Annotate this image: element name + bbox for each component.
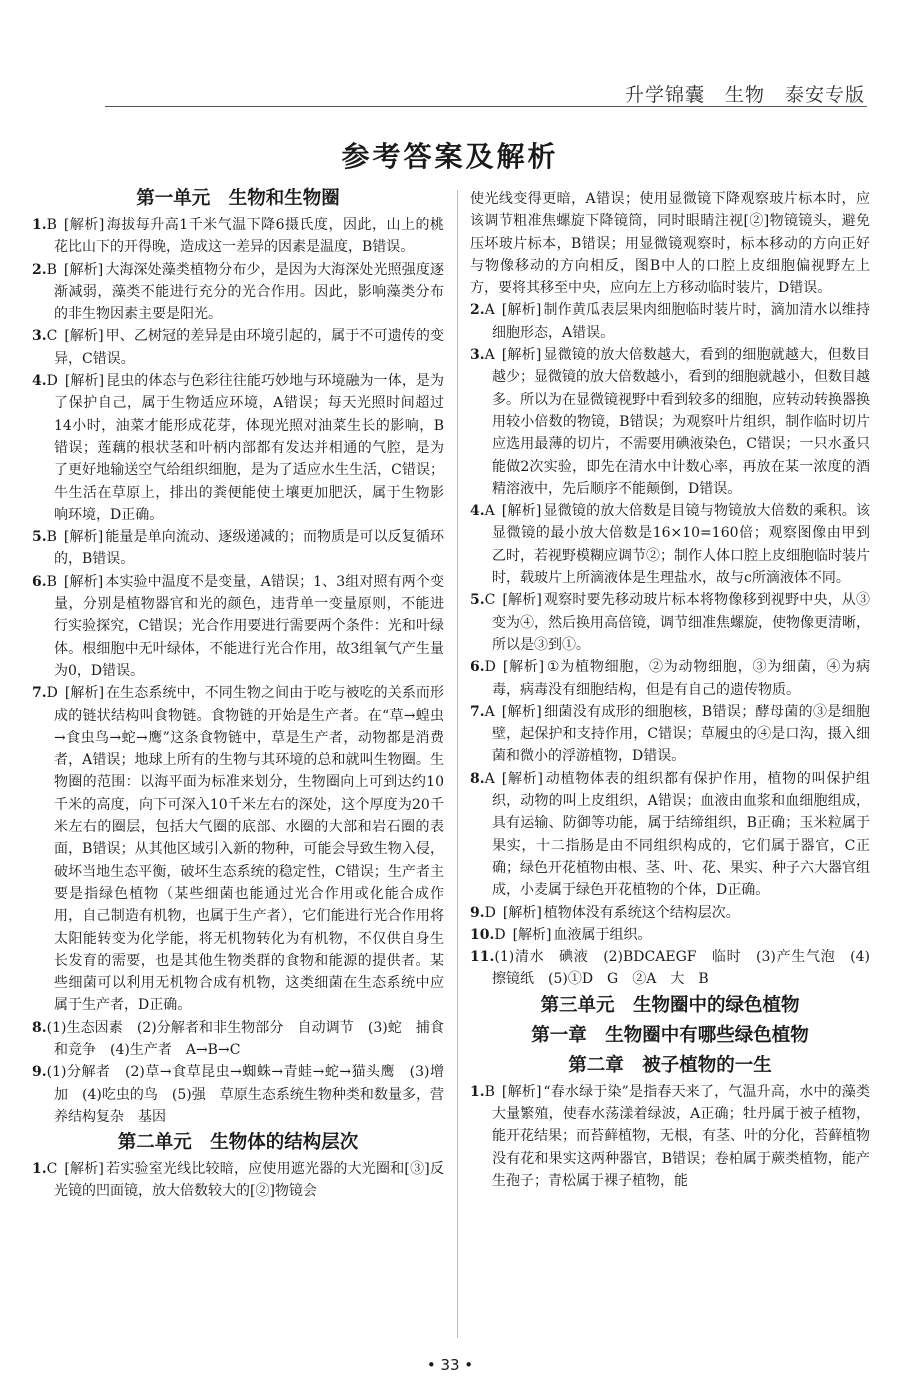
unit-title: 第一单元 生物和生物圈: [136, 188, 340, 209]
question-number: 11.: [470, 949, 495, 966]
answer-item: [32, 1061, 444, 1128]
answer-text: 观察时要先移动玻片标本将物像移到视野中央，从③变为④，然后换用高倍镜，调节细准焦螺旋，使物像更清晰，所以是③到①。: [492, 592, 870, 653]
answer-item: [470, 1081, 870, 1192]
question-number: 1.: [32, 1161, 47, 1178]
question-number: 2.: [32, 261, 47, 278]
answer-item: [32, 682, 444, 1016]
answer-choice: A: [484, 347, 495, 364]
analysis-tag: [解析]: [64, 328, 104, 345]
question-number: 2.: [470, 302, 485, 319]
answer-text: 能量是单向流动、逐级递减的；而物质是可以反复循环的，B错误。: [54, 529, 444, 568]
question-number: 7.: [32, 685, 47, 702]
answer-continuation: 使光线变得更暗，A错误；使用显微镜下降观察玻片标本时，应该调节粗准焦螺旋下降镜筒，同时眼睛注视[②]物镜镜头，避免压坏玻片标本，B错误；用显微镜观察时，标本移动的方向正好与物像移动的方向相反，图B中人的口腔上皮细胞偏视野左上方，要将其移至中央，应向左上方移动临时装片，D错误。: [470, 191, 870, 297]
page-title: 参考答案及解析: [341, 140, 559, 173]
answer-choice: A: [484, 503, 495, 520]
answer-item: [32, 214, 444, 259]
analysis-tag: [解析]: [64, 373, 105, 390]
answer-text: 本实验中温度不是变量，A错误；1、3组对照有两个变量，分别是植物器官和光的颜色，违背单一变量原则，不能进行实验探究，C错误；光合作用要进行需要两个条件：光和叶绿体。根细胞中无叶绿体，不能进行光合作用，故3组氧气产生量为0，D错误。: [54, 573, 444, 679]
question-number: 7.: [470, 703, 485, 720]
analysis-tag: [解析]: [502, 904, 542, 921]
answer-item: [470, 768, 870, 902]
question-number: 5.: [32, 529, 47, 546]
answer-item: [32, 1017, 444, 1062]
question-number: 6.: [32, 573, 47, 590]
answer-choice: B: [46, 573, 57, 590]
analysis-tag: [解析]: [63, 573, 104, 590]
analysis-tag: [解析]: [64, 685, 105, 702]
answer-item: [32, 259, 444, 326]
question-number: 4.: [32, 373, 47, 390]
question-number: 1.: [32, 217, 47, 233]
analysis-tag: [解析]: [501, 347, 542, 364]
answer-choice: B: [46, 217, 57, 233]
chapter-title: 第二章 被子植物的一生: [568, 1054, 772, 1076]
unit-title: 第二单元 生物体的结构层次: [117, 1132, 359, 1154]
analysis-tag: [解析]: [501, 503, 542, 520]
chapter-title: 第一章 生物圈中有哪些绿色植物: [531, 1024, 809, 1046]
answer-text: (1)分解者 (2)草→食草昆虫→蜘蛛→青蛙→蛇→猫头鹰 (3)增加 (4)吃虫的鸟 (5)强 草原生态系统生物种类和数量多，营养结构复杂 基因: [46, 1064, 444, 1125]
answer-text: 若实验室光线比较暗，应使用遮光器的大光圈和[③]反光镜的凹面镜，放大倍数较大的[②]物镜会: [54, 1161, 444, 1200]
analysis-tag: [解析]: [512, 926, 552, 943]
answer-item: [470, 299, 870, 344]
analysis-tag: [解析]: [501, 770, 543, 787]
answer-text: 血液属于组织。: [553, 926, 652, 943]
answer-choice: A: [484, 770, 495, 787]
answer-choice: C: [46, 328, 58, 345]
answer-choice: D: [484, 659, 496, 676]
question-number: 5.: [470, 592, 485, 609]
analysis-tag: [解析]: [63, 261, 104, 278]
page-number: • 33 •: [426, 1356, 474, 1374]
question-number: 4.: [470, 503, 485, 520]
answer-choice: A: [484, 703, 495, 720]
answer-choice: D: [494, 926, 506, 943]
answer-text: 在生态系统中，不同生物之间由于吃与被吃的关系而形成的链状结构叫食物链。食物链的开始是生产者。在“草→蝗虫→食虫鸟→蛇→鹰”这条食物链中，草是生产者，动物都是消费者，A错误；地球上所有的生物与其环境的总和就叫生物圈。生物圈的范围：以海平面为标准来划分，生物圈向上可到达约10千米的高度，向下可深入10千米左右的深处，这个厚度为20千米左右的圈层，包括大气圈的底部、水圈的大部和岩石圈的表面，B错误；从其他区域引入新的物种，可能会导致生物入侵，破坏当地生态平衡，破坏生态系统的稳定性，C错误；生产者主要是指绿色植物（某些细菌也能通过光合作用或化能合成作用，自己制造有机物，也属于生产者），它们能进行光合作用将太阳能转变为化学能，将无机物转化为有机物，不仅供自身生长发育的需要，也是其他生物类群的食物和能源的提供者。某些细菌可以利用无机物合成有机物，这类细菌在生态系统中应属于生产者，D正确。: [54, 685, 444, 1014]
analysis-tag: [解析]: [502, 592, 542, 609]
question-number: 3.: [32, 328, 47, 345]
answer-choice: D: [46, 373, 58, 390]
answer-choice: A: [484, 302, 495, 319]
answer-item: [32, 325, 444, 370]
analysis-tag: [解析]: [502, 659, 545, 676]
answer-item: [470, 656, 870, 701]
answer-text: ①为植物细胞，②为动物细胞，③为细菌，④为病毒，病毒没有细胞结构，但是有自己的遗传物质。: [492, 659, 870, 698]
analysis-tag: [解析]: [64, 1161, 104, 1178]
analysis-tag: [解析]: [63, 217, 105, 233]
answer-item: [470, 946, 870, 991]
question-number: 9.: [470, 904, 485, 921]
answer-text: 植物体没有系统这个结构层次。: [543, 904, 740, 921]
question-number: 10.: [470, 926, 495, 943]
answer-text: 细菌没有成形的细胞核，B错误；酵母菌的③是细胞壁，起保护和支持作用，C错误；草履虫的④是口沟，摄入细菌和微小的浮游植物，D错误。: [492, 703, 870, 765]
left-column: [32, 188, 444, 1203]
answer-item: [470, 344, 870, 500]
answer-text: 制作黄瓜表层果肉细胞临时装片时，滴加清水以维持细胞形态，A错误。: [492, 302, 870, 341]
question-number: 6.: [470, 659, 485, 676]
analysis-tag: [解析]: [501, 1083, 542, 1100]
answer-item: [470, 701, 870, 768]
column-divider: [457, 190, 458, 1338]
answer-choice: B: [484, 1083, 495, 1100]
question-number: 8.: [470, 770, 485, 787]
answer-item: [32, 1158, 444, 1203]
answer-choice: D: [46, 685, 58, 702]
answer-choice: B: [46, 261, 57, 278]
question-number: 9.: [32, 1064, 47, 1081]
answer-text: 昆虫的体态与色彩往往能巧妙地与环境融为一体，是为了保护自己，属于生物适应环境，A错误；每天光照时间超过14小时，油菜才能形成花芽，体现光照对油菜生长的影响，B错误；莲藕的根状茎和叶柄内部都有发达并相通的气腔，是为了更好地输送空气给组织细胞，是为了适应水生生活，C错误；牛生活在草原上，排出的粪便能使土壤更加肥沃，属于生物影响环境，D正确。: [54, 373, 444, 523]
answer-choice: B: [46, 529, 57, 546]
answer-text: 大海深处藻类植物分布少，是因为大海深处光照强度逐渐减弱，藻类不能进行充分的光合作用。因此，影响藻类分布的非生物因素主要是阳光。: [54, 261, 444, 323]
answer-text: 动植物体表的组织都有保护作用，植物的叫保护组织，动物的叫上皮组织，A错误；血液由血浆和血细胞组成，具有运输、防御等功能，属于结缔组织，B正确；玉米粒属于果实，十二指肠是由不同组织构成的，它们属于器官，C正确；绿色开花植物由根、茎、叶、花、果实、种子六大器官组成，小麦属于绿色开花植物的个体，D正确。: [492, 770, 870, 899]
answer-text: 显微镜的放大倍数越大，看到的细胞就越大，但数目越少；显微镜的放大倍数越小，看到的细胞就越小，但数目越多。所以为在显微镜视野中看到较多的细胞，应转动转换器换用较小倍数的物镜，B错误；为观察叶片组织，制作临时切片应选用最薄的切片，不需要用碘液染色，C错误；一只水蚤只能做2次实验，即先在清水中计数心率，再放在某一浓度的酒精溶液中，先后顺序不能颠倒，D错误。: [492, 347, 870, 497]
question-number: 1.: [470, 1083, 485, 1100]
question-number: 8.: [32, 1019, 47, 1036]
right-column: [470, 188, 870, 1192]
analysis-tag: [解析]: [501, 302, 542, 319]
answer-item: [470, 500, 870, 589]
header: 升学锦囊 生物 泰安专版: [624, 84, 865, 106]
answer-choice: C: [46, 1161, 58, 1178]
answer-item: [32, 526, 444, 571]
answer-item: [32, 571, 444, 682]
answer-choice: D: [484, 904, 496, 921]
analysis-tag: [解析]: [501, 703, 542, 720]
answer-item: [470, 589, 870, 656]
header-divider: [105, 106, 867, 107]
answer-text: “春水绿于染”是指春天来了，气温升高，水中的藻类大量繁殖，使春水荡漾着绿波，A正确；牡丹属于被子植物，能开花结果；而苔藓植物，无根，有茎、叶的分化，苔藓植物没有花和果实这两种器官，B错误；卷柏属于蕨类植物，能产生孢子；青松属于裸子植物，能: [492, 1083, 870, 1189]
answer-text: (1)清水 碘液 (2)BDCAEGF 临时 (3)产生气泡 (4)擦镜纸 (5)①D G ②A 大 B: [492, 949, 870, 988]
unit-title: 第三单元 生物圈中的绿色植物: [540, 994, 800, 1016]
question-number: 3.: [470, 347, 485, 364]
answer-item: [32, 370, 444, 526]
answer-item: [470, 902, 870, 924]
answer-text: 甲、乙树冠的差异是由环境引起的，属于不可遗传的变异，C错误。: [54, 328, 444, 367]
answer-text: 海拔每升高1千米气温下降6摄氏度，因此，山上的桃花比山下的开得晚，造成这一差异的因素是温度，B错误。: [54, 217, 444, 256]
answer-choice: C: [484, 592, 496, 609]
answer-text: 显微镜的放大倍数是目镜与物镜放大倍数的乘积。该显微镜的最小放大倍数是16×10=160倍；观察图像由甲到乙时，若视野模糊应调节②；制作人体口腔上皮细胞临时装片时，载玻片上所滴液体是生理盐水，故与c所滴液体不同。: [492, 503, 870, 587]
analysis-tag: [解析]: [63, 529, 104, 546]
answer-item: [470, 924, 870, 946]
answer-text: (1)生态因素 (2)分解者和非生物部分 自动调节 (3)蛇 捕食和竞争 (4)生产者 A→B→C: [46, 1019, 444, 1058]
